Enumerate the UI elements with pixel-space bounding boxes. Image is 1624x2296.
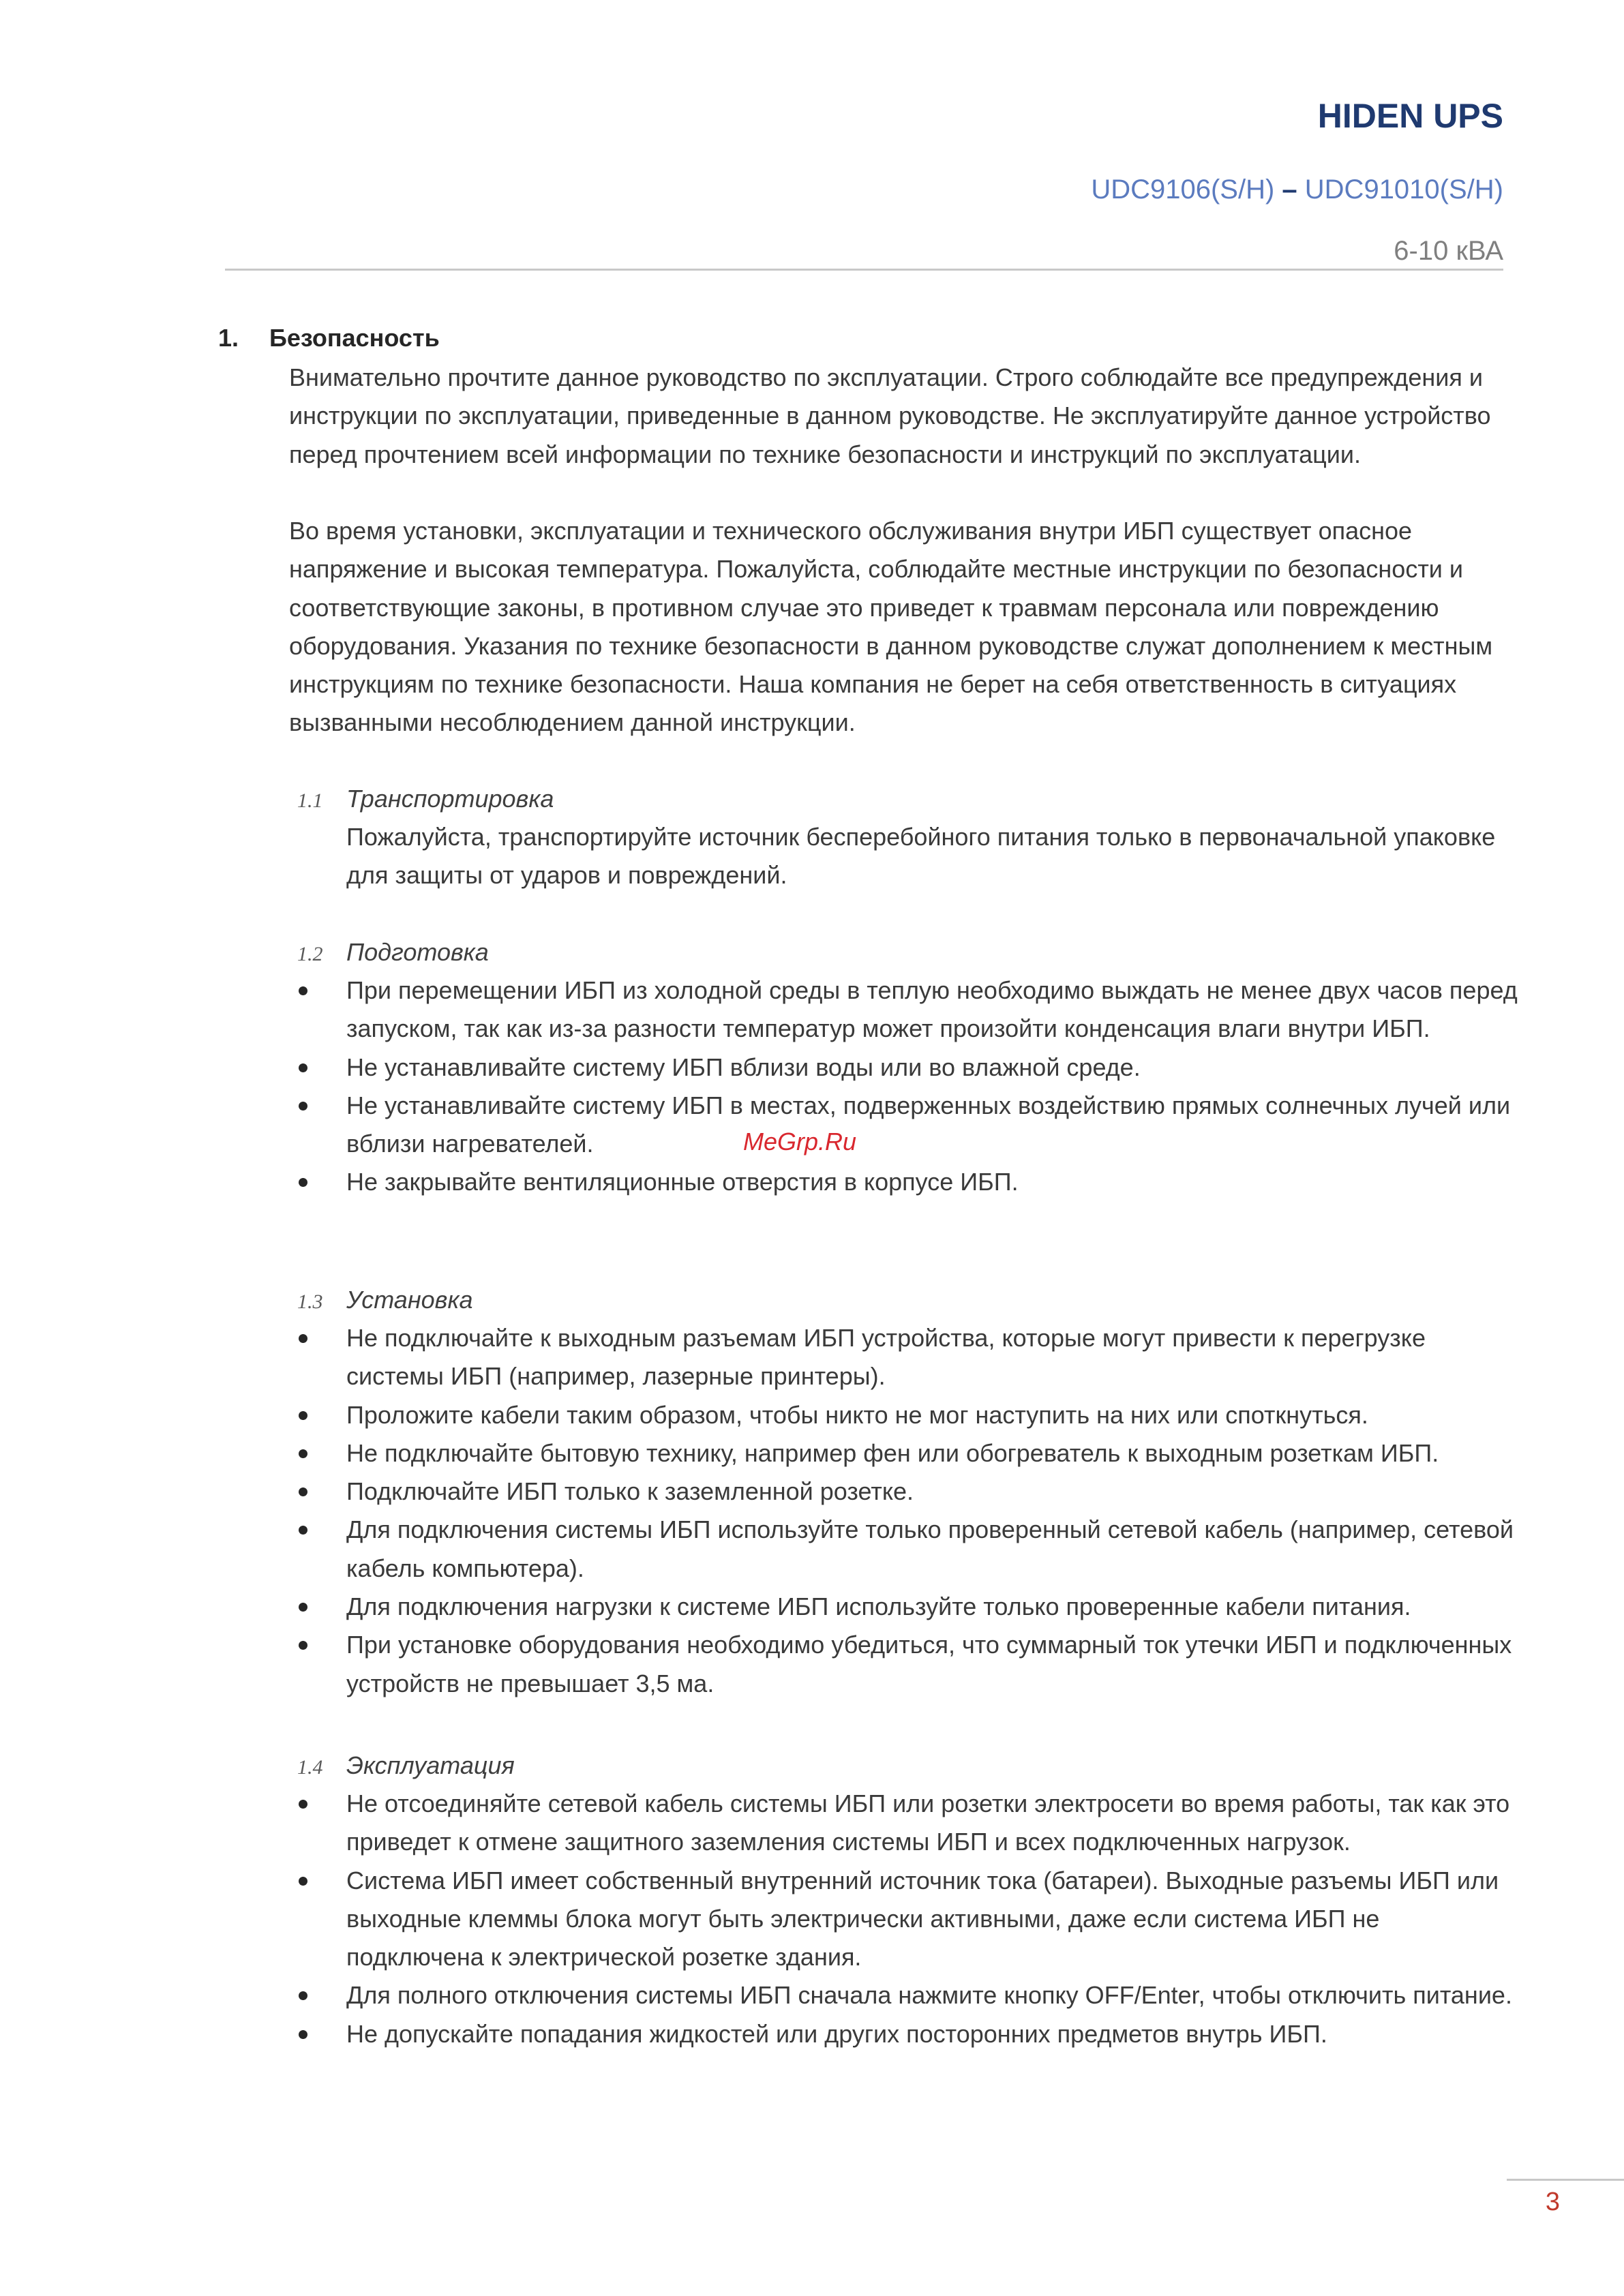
subsection-title: Эксплуатация <box>346 1751 515 1779</box>
list-item: Проложите кабели таким образом, чтобы никто не мог наступить на них или споткнуться. <box>0 1396 1519 1434</box>
bullet-icon <box>299 1449 307 1458</box>
bullet-icon <box>299 1877 307 1886</box>
subsection-heading-install <box>297 1281 472 1321</box>
footer-divider <box>1507 2179 1624 2181</box>
brand-title: HIDEN UPS <box>1317 97 1503 135</box>
subsection-number: 1.4 <box>297 1756 323 1779</box>
list-item: Не закрывайте вентиляционные отверстия в корпусе ИБП. <box>0 1163 1519 1201</box>
section-number: 1. <box>218 324 239 352</box>
bullet-icon <box>299 1334 307 1343</box>
bullet-icon <box>299 986 307 995</box>
operation-list <box>0 1785 1568 2053</box>
subsection-heading-operation <box>297 1747 515 1787</box>
list-item: Подключайте ИБП только к заземленной розетке. <box>0 1472 1519 1511</box>
bullet-icon <box>299 1526 307 1535</box>
bullet-icon <box>299 1102 307 1111</box>
list-item: При перемещении ИБП из холодной среды в теплую необходимо выждать не менее двух часов перед запуском, так как из-за разности температур может произойти конденсация влаги внутри ИБП. <box>0 971 1519 1048</box>
subsection-heading-transport <box>297 780 554 820</box>
subsection-number: 1.2 <box>297 943 323 965</box>
list-item: Не подключайте бытовую технику, например фен или обогреватель к выходным розеткам ИБП. <box>0 1434 1519 1472</box>
power-rating: 6-10 кВА <box>1394 236 1503 266</box>
model-last: UDC91010(S/H) <box>1304 175 1503 205</box>
list-item: Не устанавливайте систему ИБП в местах, подверженных воздействию прямых солнечных лучей или вблизи нагревателей. <box>0 1087 1519 1164</box>
list-item: Система ИБП имеет собственный внутренний источник тока (батареи). Выходные разъемы ИБП или выходные клеммы блока могут быть электрически активными, даже если система ИБП не подключена к электрической розетке здания. <box>0 1862 1519 1977</box>
bullet-icon <box>299 1178 307 1187</box>
install-list <box>0 1319 1568 1703</box>
list-item: Для подключения нагрузки к системе ИБП используйте только проверенные кабели питания. <box>0 1588 1519 1626</box>
safety-paragraph-1: Внимательно прочтите данное руководство по эксплуатации. Строго соблюдайте все предупреждения и инструкции по эксплуатации, приведенные в данном руководстве. Не эксплуатируйте данное устройство перед прочтением всей информации по технике безопасности и инструкций по эксплуатации. <box>289 363 1491 468</box>
subsection-heading-prep <box>297 933 489 973</box>
bullet-icon <box>299 1991 307 2000</box>
list-item: Не отсоединяйте сетевой кабель системы ИБП или розетки электросети во время работы, так как это приведет к отмене защитного заземления системы ИБП и всех подключенных нагрузок. <box>0 1785 1519 1862</box>
list-item: Не подключайте к выходным разъемам ИБП устройства, которые могут привести к перегрузке системы ИБП (например, лазерные принтеры). <box>0 1319 1519 1396</box>
bullet-icon <box>299 2030 307 2039</box>
subsection-number: 1.3 <box>297 1290 323 1313</box>
page-header <box>1091 95 1503 267</box>
bullet-icon <box>299 1063 307 1072</box>
model-range <box>1091 173 1503 206</box>
subsection-title: Установка <box>346 1286 473 1314</box>
bullet-icon <box>299 1800 307 1809</box>
bullet-icon <box>299 1603 307 1612</box>
bullet-icon <box>299 1487 307 1496</box>
model-first: UDC9106(S/H) <box>1091 175 1275 205</box>
section-title: Безопасность <box>269 324 440 352</box>
prep-list <box>0 971 1568 1202</box>
page-number: 3 <box>1545 2188 1560 2216</box>
header-divider <box>225 269 1503 271</box>
watermark-text: MeGrp.Ru <box>743 1128 857 1155</box>
subsection-title: Транспортировка <box>346 785 554 813</box>
bullet-icon <box>299 1411 307 1420</box>
list-item: Не устанавливайте систему ИБП вблизи воды или во влажной среде. <box>0 1048 1519 1087</box>
list-item: Для полного отключения системы ИБП сначала нажмите кнопку OFF/Enter, чтобы отключить питание. <box>0 1976 1519 2014</box>
list-item: Для подключения системы ИБП используйте только проверенный сетевой кабель (например, сетевой кабель компьютера). <box>0 1511 1519 1588</box>
bullet-icon <box>299 1641 307 1650</box>
section-heading <box>218 319 440 357</box>
model-separator: – <box>1274 175 1305 205</box>
safety-paragraph-2: Во время установки, эксплуатации и технического обслуживания внутри ИБП существует опасное напряжение и высокая температура. Пожалуйста, соблюдайте местные инструкции по безопасности и соответствующие законы, в противном случае это приведет к травмам персонала или повреждению оборудования. Указания по технике безопасности в данном руководстве служат дополнением к местным инструкциям по технике безопасности. Наша компания не берет на себя ответственность в ситуациях вызванными несоблюдением данной инструкции. <box>289 517 1493 737</box>
subsection-number: 1.1 <box>297 789 323 812</box>
list-item: При установке оборудования необходимо убедиться, что суммарный ток утечки ИБП и подключенных устройств не превышает 3,5 ма. <box>0 1626 1519 1703</box>
subsection-title: Подготовка <box>346 938 489 966</box>
list-item: Не допускайте попадания жидкостей или других посторонних предметов внутрь ИБП. <box>0 2015 1519 2053</box>
transport-text: Пожалуйста, транспортируйте источник бесперебойного питания только в первоначальной упаковке для защиты от ударов и повреждений. <box>346 823 1496 890</box>
